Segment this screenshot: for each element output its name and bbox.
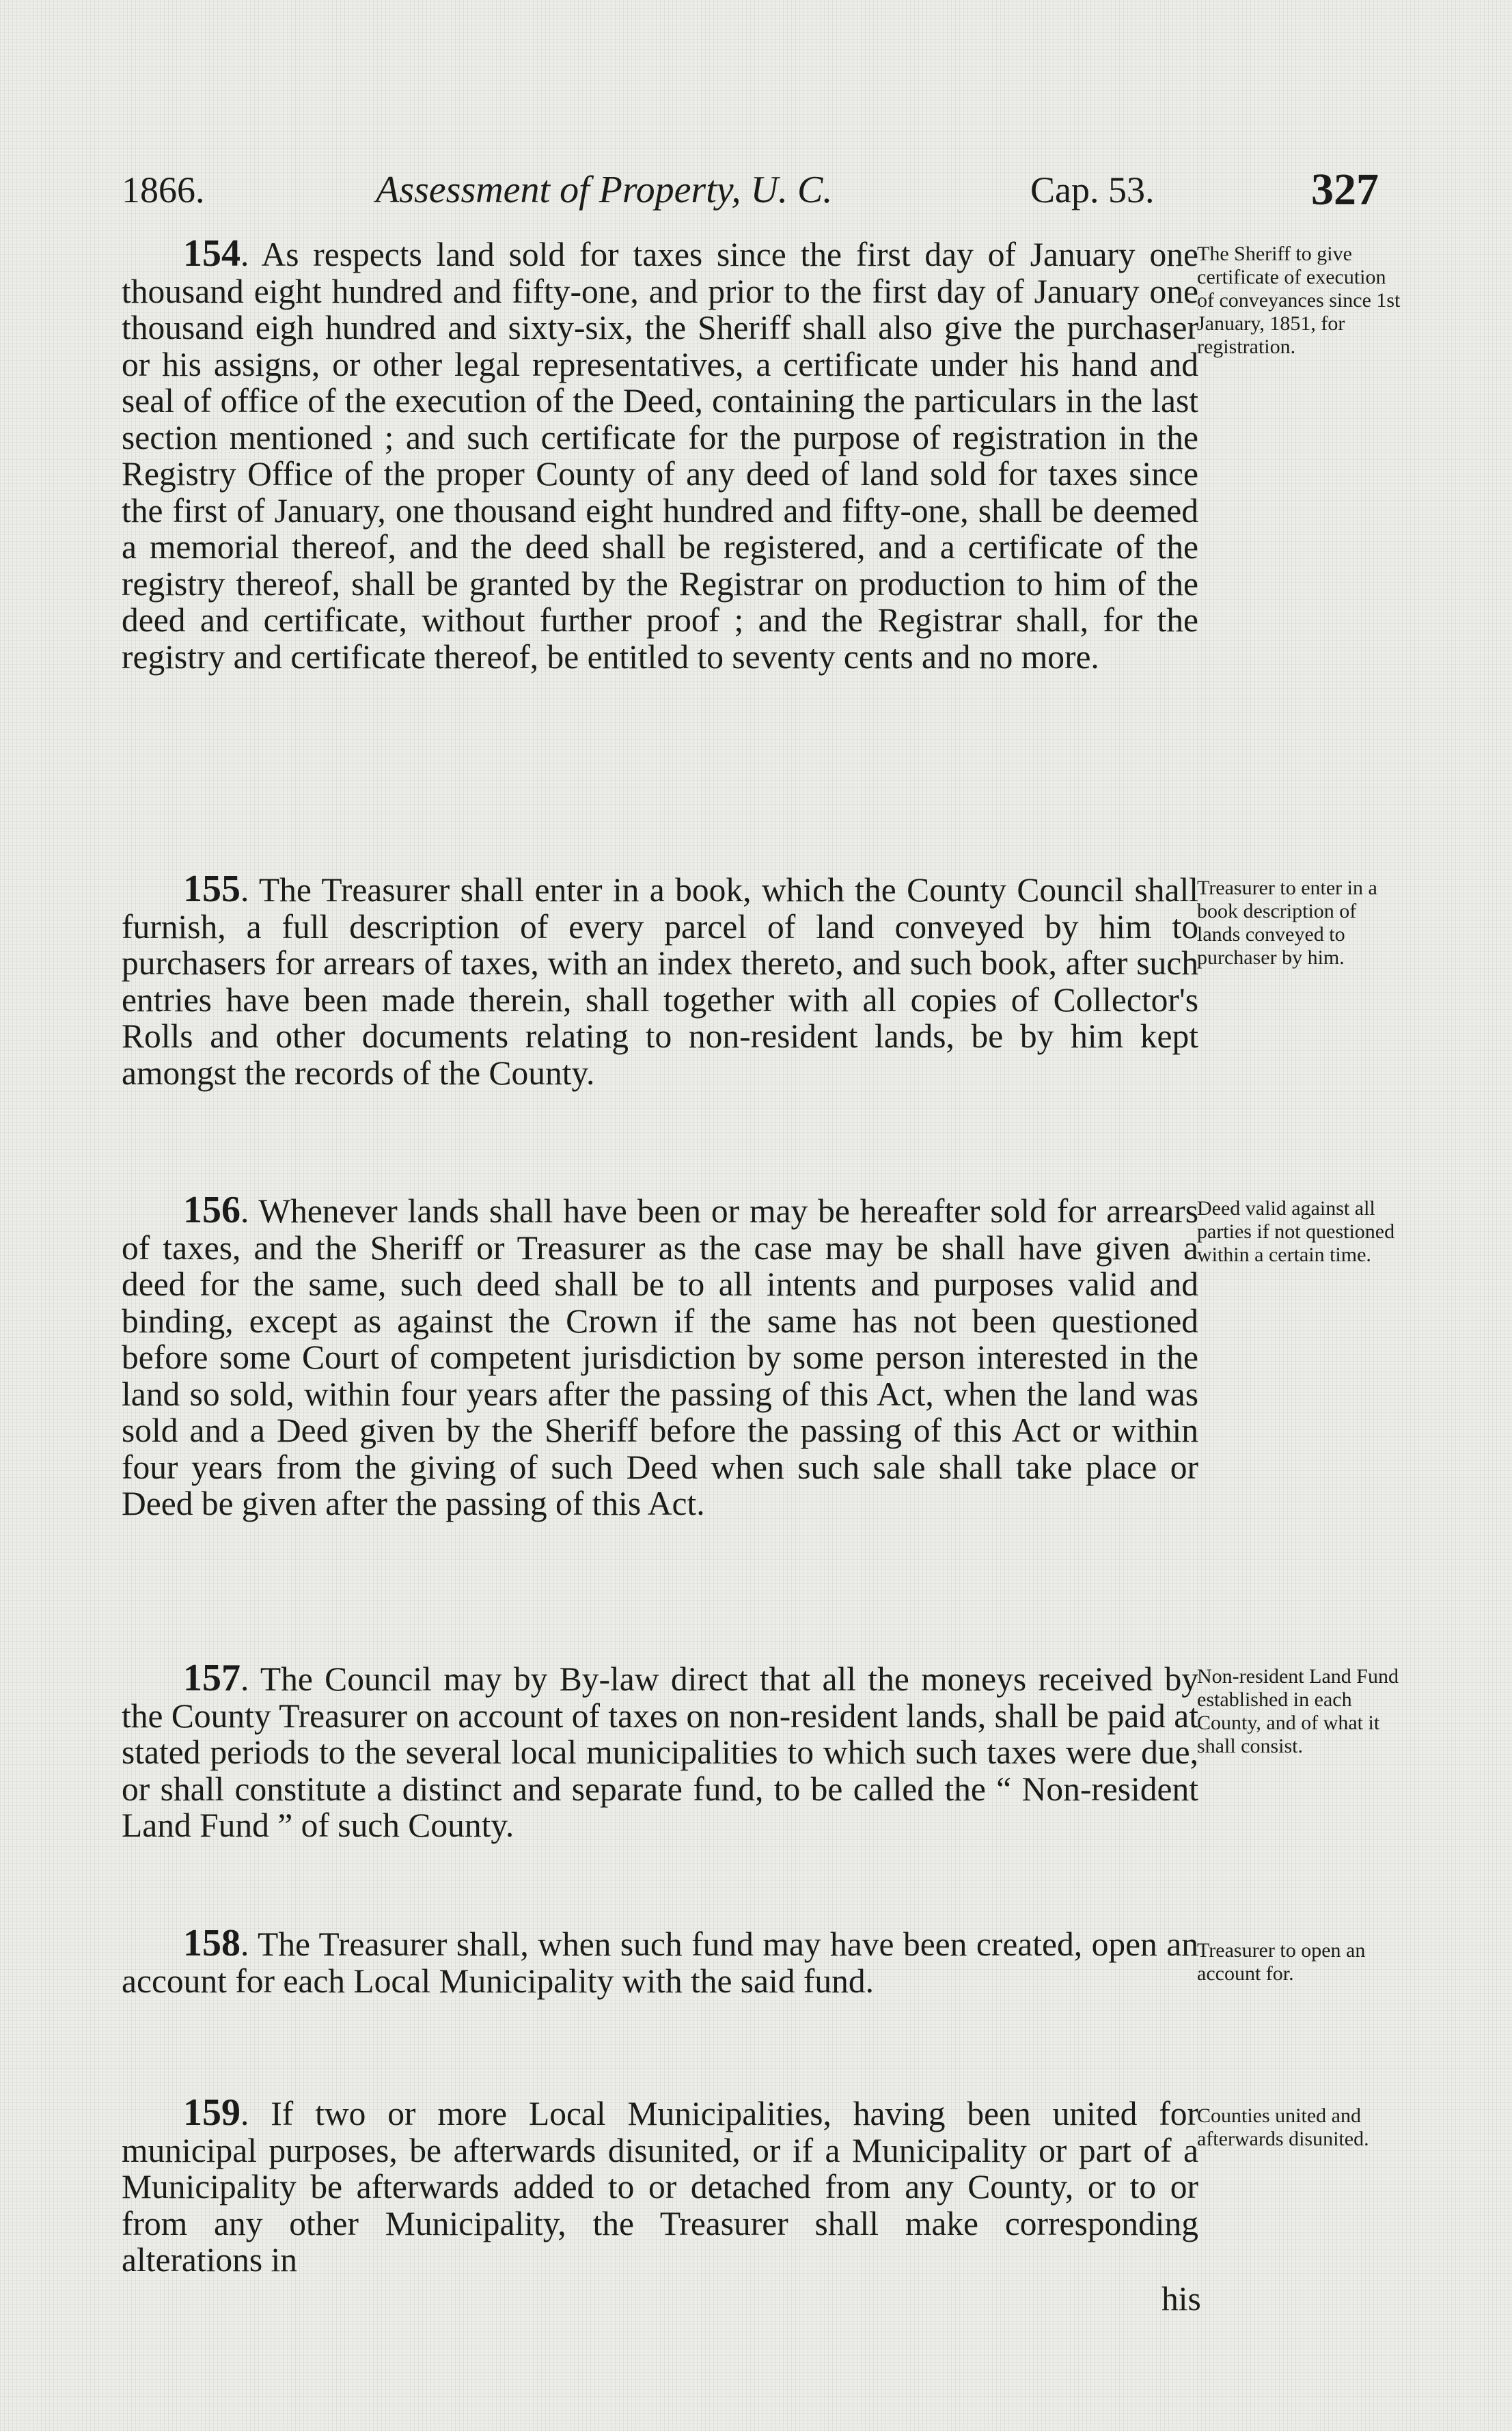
section-period: . [240, 871, 259, 909]
section-period: . [240, 2095, 271, 2132]
section-paragraph [122, 1189, 1198, 1522]
header-chapter: Cap. 53. [1030, 169, 1155, 210]
section-159 [122, 2091, 1199, 2279]
section-period: . [240, 1192, 259, 1230]
section-text: Whenever lands shall have been or may be hereafter sold for arrears of taxes, and the Sheriff or Treasurer as the case may be shall have given a deed for the same, such deed shall be to all intents and purposes valid and binding, except as against the Crown if the same has not been questioned before some Court of competent jurisdiction by some person interested in the land so sold, within four years after the passing of this Act, when the land was sold and a Deed given by the Sheriff before the passing of this Act or within four years from the giving of such Deed when such sale shall take place or Deed be given after the passing of this Act. [122, 1192, 1198, 1522]
section-period: . [240, 236, 262, 273]
section-number: 154 [183, 232, 240, 275]
section-paragraph [122, 2091, 1199, 2279]
section-period: . [240, 1925, 258, 1963]
section-paragraph [122, 232, 1198, 676]
running-header [122, 163, 1379, 217]
section-156 [122, 1189, 1198, 1522]
section-period: . [240, 1660, 260, 1698]
section-text: The Council may by By-law direct that all the moneys received by the County Treasurer on account of taxes on non-resident lands, shall be paid at stated periods to the several local municipalities to which such taxes were due, or shall constitute a distinct and separate fund, to be called the “ Non-resident Land Fund ” of such County. [122, 1660, 1199, 1844]
section-number: 157 [183, 1657, 240, 1699]
catchword: his [1162, 2280, 1201, 2318]
header-title: Assessment of Property, U. C. [376, 169, 833, 211]
section-157 [122, 1657, 1199, 1844]
header-year: 1866. [122, 169, 205, 210]
section-155 [122, 868, 1198, 1092]
page-number: 327 [1311, 165, 1379, 215]
section-text: As respects land sold for taxes since the first day of January one thousand eight hundred and fifty-one, and prior to the first day of January one thousand eigh hundred and sixty-six, the Sheriff shall also give the purchaser or his assigns, or other legal representatives, a certificate under his hand and seal of office of the execution of the Deed, containing the particulars in the last section mentioned ; and such certificate for the purpose of registration in the Registry Office of the proper County of any deed of land sold for taxes since the first of January, one thousand eight hundred and fifty-one, shall be deemed a memorial thereof, and the deed shall be registered, and a certificate of the registry thereof, shall be granted by the Registrar on production to him of the deed and certificate, without further proof ; and the Registrar shall, for the registry and certificate thereof, be entitled to seventy cents and no more. [122, 236, 1198, 676]
margin-note-158: Treasurer to open an account for. [1197, 1939, 1366, 1985]
margin-note-157: Non-resident Land Fund established in each County, and of what it shall consist. [1197, 1665, 1399, 1757]
margin-note-159: Counties united and afterwards disunited. [1197, 2104, 1369, 2150]
section-158 [122, 1922, 1198, 2000]
section-text: If two or more Local Municipalities, having been united for municipal purposes, be afterwards disunited, or if a Municipality or part of a Municipality be afterwards added to or detached from any County, or to or from any other Municipality, the Treasurer shall make corresponding alterations in [122, 2095, 1199, 2279]
section-154 [122, 232, 1198, 676]
section-number: 158 [183, 1922, 240, 1964]
section-number: 156 [183, 1189, 240, 1231]
margin-note-154: The Sheriff to give certificate of execution of conveyances since 1st January, 1851, for registration. [1197, 243, 1401, 358]
section-paragraph [122, 1922, 1198, 2000]
section-text: The Treasurer shall, when such fund may have been created, open an account for each Local Municipality with the said fund. [122, 1925, 1198, 2000]
section-text: The Treasurer shall enter in a book, which the County Council shall furnish, a full description of every parcel of land conveyed by him to purchasers for arrears of taxes, with an index thereto, and such book, after such entries have been made therein, shall together with all copies of Collector's Rolls and other documents relating to non-resident lands, be by him kept amongst the records of the County. [122, 871, 1198, 1092]
margin-note-155: Treasurer to enter in a book description of lands conveyed to purchaser by him. [1197, 877, 1377, 969]
section-number: 159 [183, 2091, 240, 2134]
section-number: 155 [183, 868, 240, 910]
margin-note-156: Deed valid against all parties if not questioned within a certain time. [1197, 1197, 1395, 1266]
section-paragraph [122, 1657, 1199, 1844]
section-paragraph [122, 868, 1198, 1092]
